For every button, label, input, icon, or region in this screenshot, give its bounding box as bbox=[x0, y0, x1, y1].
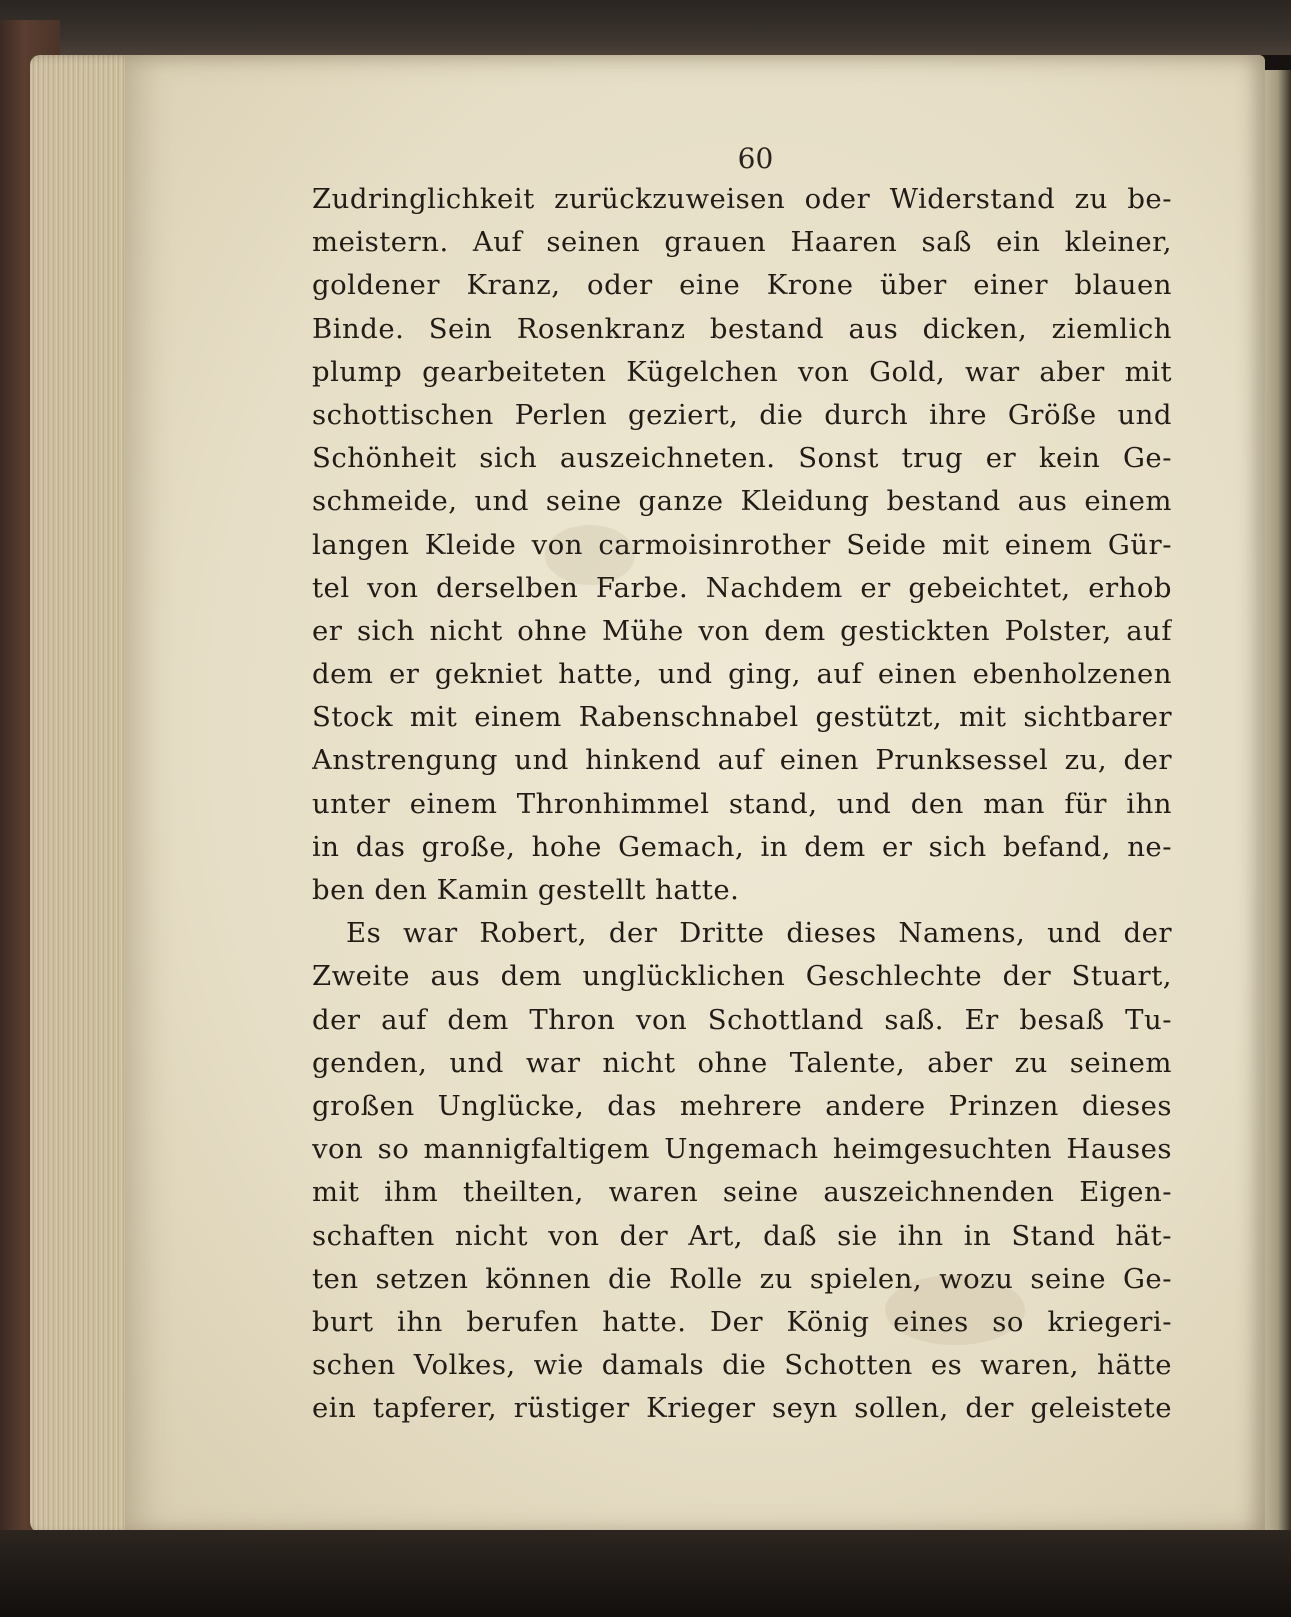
text-line: der auf dem Thron von Schottland saß. Er besaß Tu- bbox=[312, 1003, 1172, 1036]
text-line: meistern. Auf seinen grauen Haaren saß ein kleiner, bbox=[312, 226, 1172, 259]
text-line: genden, und war nicht ohne Talente, aber zu seinem bbox=[312, 1046, 1172, 1079]
body-text bbox=[312, 178, 1172, 1430]
book-bottom-shadow bbox=[0, 1530, 1291, 1617]
text-line: Schönheit sich auszeichneten. Sonst trug er kein Ge- bbox=[312, 442, 1172, 475]
text-line: unter einem Thronhimmel stand, und den man für ihn bbox=[312, 787, 1172, 820]
text-line: mit ihm theilten, waren seine auszeichnenden Eigen- bbox=[312, 1176, 1172, 1209]
text-line: von so mannigfaltigem Ungemach heimgesuchten Hauses bbox=[312, 1133, 1172, 1166]
page-stack-edges bbox=[30, 55, 140, 1535]
text-line: Es war Robert, der Dritte dieses Namens, und der bbox=[346, 917, 1172, 950]
text-line: ben den Kamin gestellt hatte. bbox=[312, 874, 740, 906]
text-line: er sich nicht ohne Mühe von dem gestickten Polster, auf bbox=[312, 614, 1172, 647]
text-line: schaften nicht von der Art, daß sie ihn in Stand hät- bbox=[312, 1219, 1172, 1252]
text-line: Binde. Sein Rosenkranz bestand aus dicken, ziemlich bbox=[312, 312, 1172, 345]
text-line: langen Kleide von carmoisinrother Seide mit einem Gür- bbox=[312, 528, 1172, 561]
text-line: tel von derselben Farbe. Nachdem er gebeichtet, erhob bbox=[312, 571, 1172, 604]
text-line: burt ihn berufen hatte. Der König eines so kriegeri- bbox=[312, 1305, 1172, 1338]
text-line: goldener Kranz, oder eine Krone über einer blauen bbox=[312, 269, 1172, 302]
text-line: ein tapferer, rüstiger Krieger seyn sollen, der geleistete bbox=[312, 1392, 1172, 1425]
book-cover-top bbox=[0, 0, 1291, 55]
text-line: in das große, hohe Gemach, in dem er sich befand, ne- bbox=[312, 830, 1172, 863]
text-line: Zweite aus dem unglücklichen Geschlechte der Stuart, bbox=[312, 960, 1172, 993]
text-line: Anstrengung und hinkend auf einen Prunksessel zu, der bbox=[312, 744, 1172, 777]
text-line: dem er gekniet hatte, und ging, auf einen ebenholzenen bbox=[312, 658, 1172, 691]
text-line: schottischen Perlen geziert, die durch ihre Größe und bbox=[312, 398, 1172, 431]
text-line: großen Unglücke, das mehrere andere Prinzen dieses bbox=[312, 1089, 1172, 1122]
text-line: Zudringlichkeit zurückzuweisen oder Widerstand zu be- bbox=[312, 183, 1172, 215]
text-line: schen Volkes, wie damals die Schotten es waren, hätte bbox=[312, 1349, 1172, 1382]
text-line: Stock mit einem Rabenschnabel gestützt, mit sichtbarer bbox=[312, 701, 1172, 734]
text-line: schmeide, und seine ganze Kleidung bestand aus einem bbox=[312, 485, 1172, 518]
text-line: ten setzen können die Rolle zu spielen, wozu seine Ge- bbox=[312, 1262, 1172, 1295]
page-number: 60 bbox=[737, 142, 774, 175]
text-line: plump gearbeiteten Kügelchen von Gold, war aber mit bbox=[312, 355, 1172, 388]
